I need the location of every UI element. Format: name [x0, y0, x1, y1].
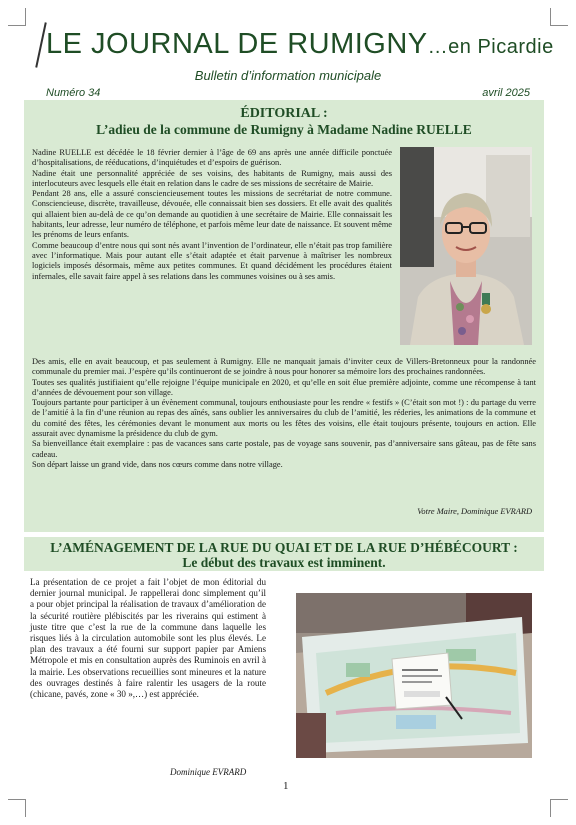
editorial-column-text — [32, 148, 392, 282]
page-number: 1 — [283, 780, 289, 792]
editorial-paragraph: Toujours partante pour participer à un évènement communal, toujours enthousiaste pour les rendre « festifs » (C’était son mot !) : du partage du verre de l’amitié à la fin d’une réunion au repas des aînés, sans oublier les anniversaires du club de l’amitié, les réderies, les animations de la commune et du comité des fêtes, les cérémonies devant le monument aux morts ou les fêtes des voisins, elle était toujours présente, toujours en action. Elle assurait avec dynamisme la présidence du club de gym. — [32, 398, 536, 439]
roadworks-plan-photo — [296, 593, 532, 758]
masthead — [36, 26, 554, 66]
editorial-paragraph: Comme beaucoup d’entre nous qui sont nés avant l’invention de l’ordinateur, elle n’était pas trop familière avec l’informatique. Mais pour autant elle s’était adaptée et était parvenue à maîtriser les nombreux logiciels imposés désormais, même aux petites communes. Et quand décidément les procédures étaient infernales, elle savait faire appel à ses relations dans les communes voisines ou à ses amis. — [32, 240, 392, 281]
journal-title-sub: …en Picardie — [427, 36, 554, 58]
editorial-paragraph: Sa bienveillance était exemplaire : pas de vacances sans carte postale, pas de voyage sans souvenir, pas d’anniversaire sans gâteau, pas de fête sans cadeau. — [32, 439, 536, 459]
crop-mark-bottom-left — [8, 799, 26, 817]
journal-title — [46, 28, 554, 61]
editorial-full-width-text — [32, 357, 536, 470]
editorial-paragraph: Des amis, elle en avait beaucoup, et pas seulement à Rumigny. Elle ne manquait jamais d’inviter ceux de Villers-Bretonneux pour la randonnée communale du premier mai. J’espère qu’ils continueront de se joindre à nous pour honorer sa mémoire lors des prochaines randonnées. — [32, 357, 536, 377]
article-heading-box — [24, 537, 544, 571]
crop-mark-top-left — [8, 8, 26, 26]
editorial-box — [24, 100, 544, 532]
editorial-signature: Votre Maire, Dominique EVRARD — [417, 507, 532, 516]
editorial-paragraph: Toutes ses qualités justifiaient qu’elle rejoigne l’équipe municipale en 2020, et qu’elle en soit élue première adjointe, comme une récompense à tant d’années de dévouement pour son village. — [32, 377, 536, 397]
editorial-kicker: ÉDITORIAL : — [240, 106, 328, 121]
editorial-paragraph: Nadine RUELLE est décédée le 18 février dernier à l’âge de 69 ans après une année difficile ponctuée d’hospitalisations, de rééducations, d’inquiétudes et d’espoirs de guérison. — [32, 148, 392, 168]
article-signature: Dominique EVRARD — [170, 767, 247, 777]
editorial-title: L’adieu de la commune de Rumigny à Madame Nadine RUELLE — [96, 122, 472, 137]
issue-number: Numéro 34 — [46, 87, 101, 99]
journal-title-main: LE JOURNAL DE RUMIGNY — [46, 28, 428, 60]
editorial-paragraph: Son départ laisse un grand vide, dans nos cœurs comme dans notre village. — [32, 459, 283, 469]
portrait-photo-illustration — [400, 147, 532, 345]
issue-date: avril 2025 — [482, 87, 530, 99]
editorial-paragraph: Nadine était une personnalité appréciée de ses voisins, des habitants de Rumigny, mais aussi des interlocuteurs avec lesquels elle était en relation dans le cadre de ses missions de secrétaire de Mairie. — [32, 168, 392, 188]
editorial-paragraph: Pendant 28 ans, elle a assuré consciencieusement toutes les missions de secrétariat de notre commune. Consciencieuse, discrète, travailleuse, dévouée, elle connaissait bien ses dossiers. Et elle avait des qualités qui allaient bien au-delà de ce qu’on demande au quotidien à une secrétaire de Mairie. Elle connaissait les habitants, leur adresse, leur numéro de téléphone, et parfois même leur date de naissance. Et souvent même les prénoms de leurs enfants. — [32, 189, 392, 240]
crop-mark-bottom-right — [550, 799, 568, 817]
portrait-photo — [400, 147, 532, 345]
tagline: Bulletin d’information municipale — [194, 68, 382, 83]
roadworks-plan-illustration — [296, 593, 532, 758]
article-title: L’AMÉNAGEMENT DE LA RUE DU QUAI ET DE LA RUE D’HÉBÉCOURT : — [50, 540, 518, 555]
crop-mark-top-right — [550, 8, 568, 26]
article-subtitle: Le début des travaux est imminent. — [182, 555, 386, 570]
article-body: La présentation de ce projet a fait l’objet de mon éditorial du dernier journal municipal. Je rappellerai donc simplement qu’il a pour objet principal la réalisation de travaux d’amélioration de la sécurité routière plébiscités par les riverains qui estiment à juste titre que c’est la rue de la commune dans laquelle les risques liés à la circulation automobile sont les plus élevés. Le plan des travaux a été fourni sur support papier par Amiens Métropole et mis en consultation auprès des Ruminois en avril à la mairie. Les observations recueillies sont mineures et la nature des ouvrages destinés à faire ralentir les usagers de la route (chicane, pavés, zone « 30 »,…) est appréciée. — [30, 577, 266, 700]
